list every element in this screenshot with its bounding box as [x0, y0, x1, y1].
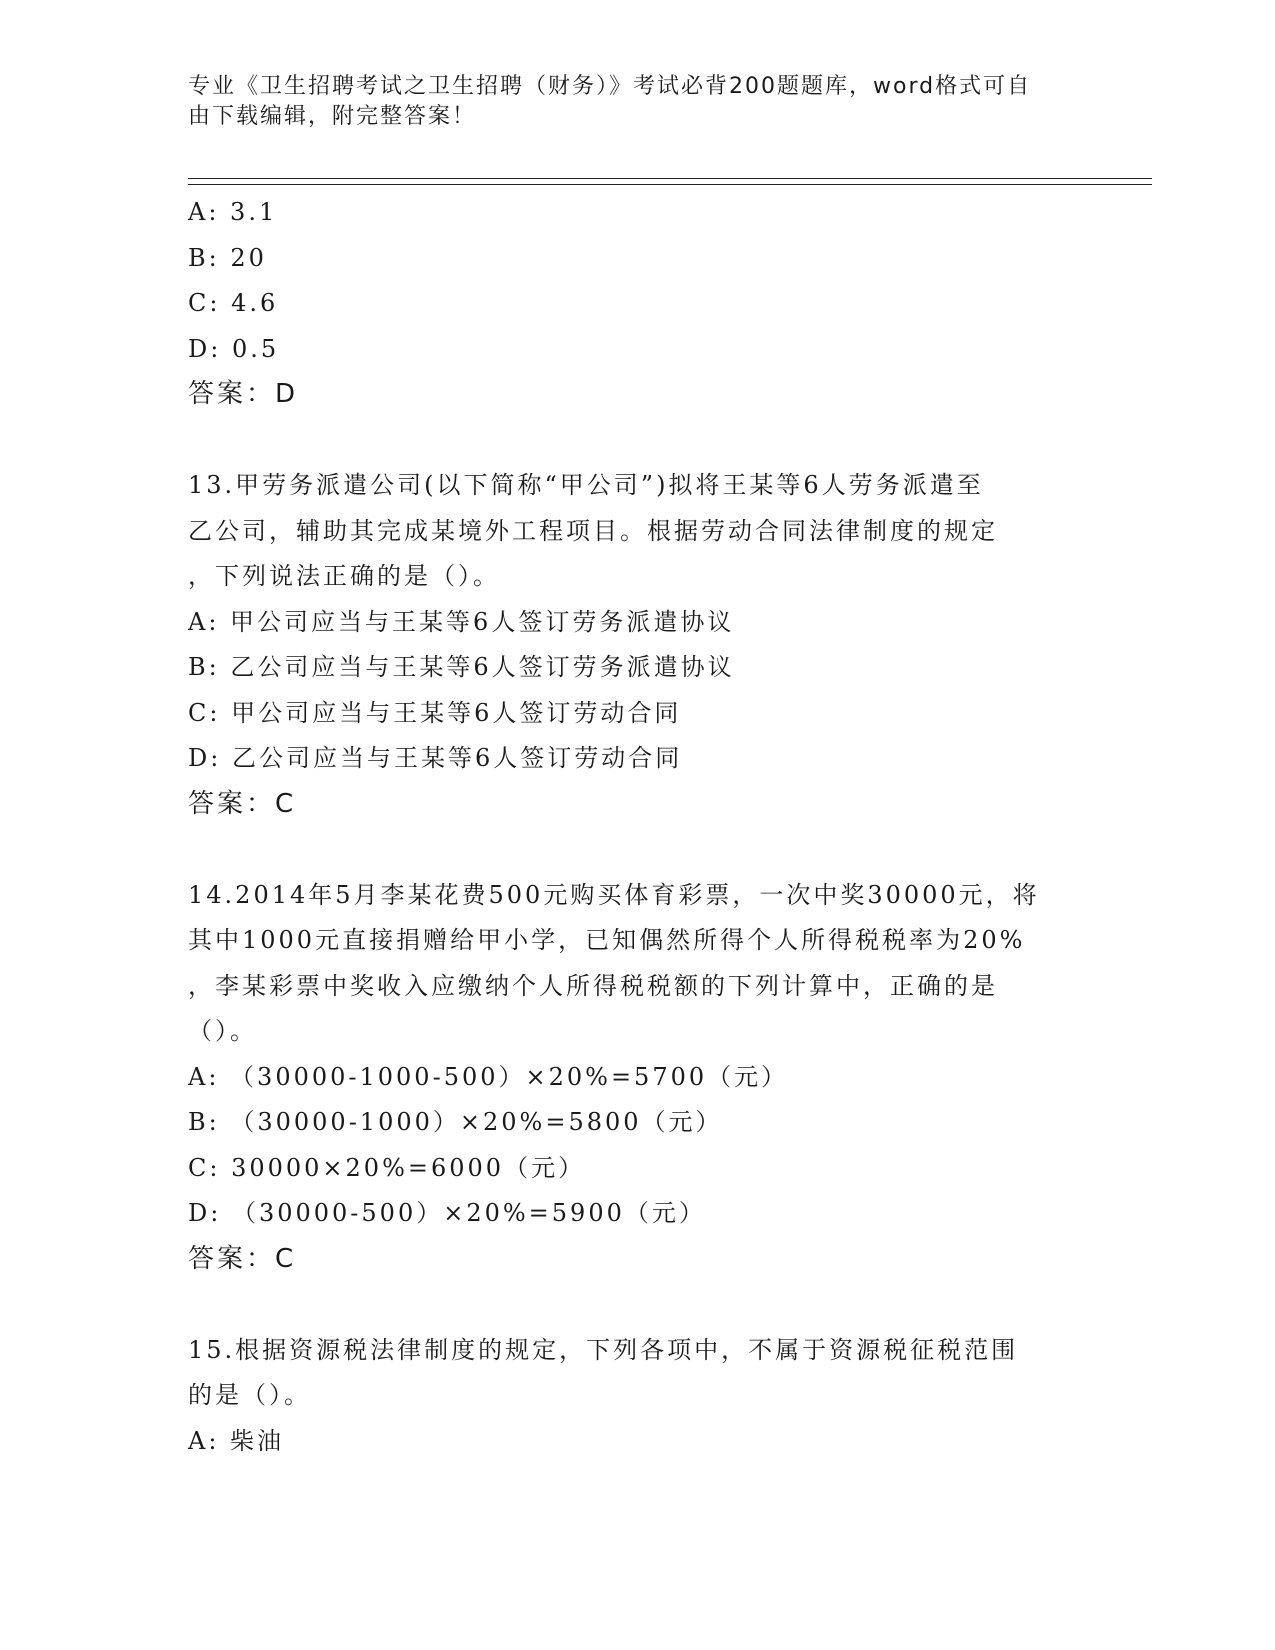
question-stem-line: 的是（）。: [188, 1381, 311, 1409]
option-c: C: 甲公司应当与王某等6人签订劳动合同: [188, 698, 682, 727]
answer-line: 答案：C: [188, 1243, 297, 1274]
question-stem-line: 其中1000元直接捐赠给甲小学，已知偶然所得个人所得税税率为20%: [188, 926, 1026, 954]
question-list: [188, 190, 1088, 1464]
header-title-line-2: 由下载编辑，附完整答案！: [188, 104, 477, 129]
question-stem-line: 13.甲劳务派遣公司(以下简称“甲公司”)拟将王某等6人劳务派遣至: [188, 471, 984, 499]
answer-line: 答案：C: [188, 788, 297, 819]
question-stem-line: 15.根据资源税法律制度的规定，下列各项中，不属于资源税征税范围: [188, 1335, 1019, 1364]
document-header: [188, 72, 1068, 132]
option-a: A: 柴油: [188, 1426, 285, 1455]
question-stem-line: 乙公司，辅助其完成某境外工程项目。根据劳动合同法律制度的规定: [188, 516, 998, 545]
question-13: [188, 463, 1088, 827]
question-15: [188, 1328, 1088, 1465]
option-b: B: 乙公司应当与王某等6人签订劳务派遣协议: [188, 653, 735, 681]
spacer: [188, 418, 1088, 464]
spacer: [188, 1282, 1088, 1328]
option-b: B: （30000-1000）×20%=5800（元）: [188, 1108, 723, 1136]
question-14: [188, 873, 1088, 1283]
header-divider-top: [188, 178, 1152, 179]
spacer: [188, 827, 1088, 873]
option-d: D: 乙公司应当与王某等6人签订劳动合同: [188, 744, 683, 772]
question-stem-line: ，下列说法正确的是（）。: [188, 562, 500, 590]
option-d: D: （30000-500）×20%=5900（元）: [188, 1199, 706, 1227]
answer-line: 答案：D: [188, 379, 299, 409]
question-stem-line: ，李某彩票中奖收入应缴纳个人所得税税额的下列计算中，正确的是: [188, 971, 998, 1000]
question-12: [188, 190, 1088, 418]
option-d: D: 0.5: [188, 334, 280, 363]
question-stem-line: 14.2014年5月李某花费500元购买体育彩票，一次中奖30000元，将: [188, 880, 1040, 909]
header-title-line-1: 专业《卫生招聘考试之卫生招聘（财务）》考试必背200题题库，word格式可自: [188, 74, 1032, 99]
option-b: B: 20: [188, 243, 267, 272]
option-c: C: 30000×20%=6000（元）: [188, 1153, 586, 1182]
header-divider-bottom: [188, 184, 1152, 185]
option-a: A: 甲公司应当与王某等6人签订劳务派遣协议: [188, 607, 735, 636]
option-a: A: （30000-1000-500）×20%=5700（元）: [188, 1062, 789, 1091]
question-stem-line: （）。: [188, 1017, 257, 1045]
option-c: C: 4.6: [188, 289, 279, 317]
option-a: A: 3.1: [188, 198, 278, 226]
